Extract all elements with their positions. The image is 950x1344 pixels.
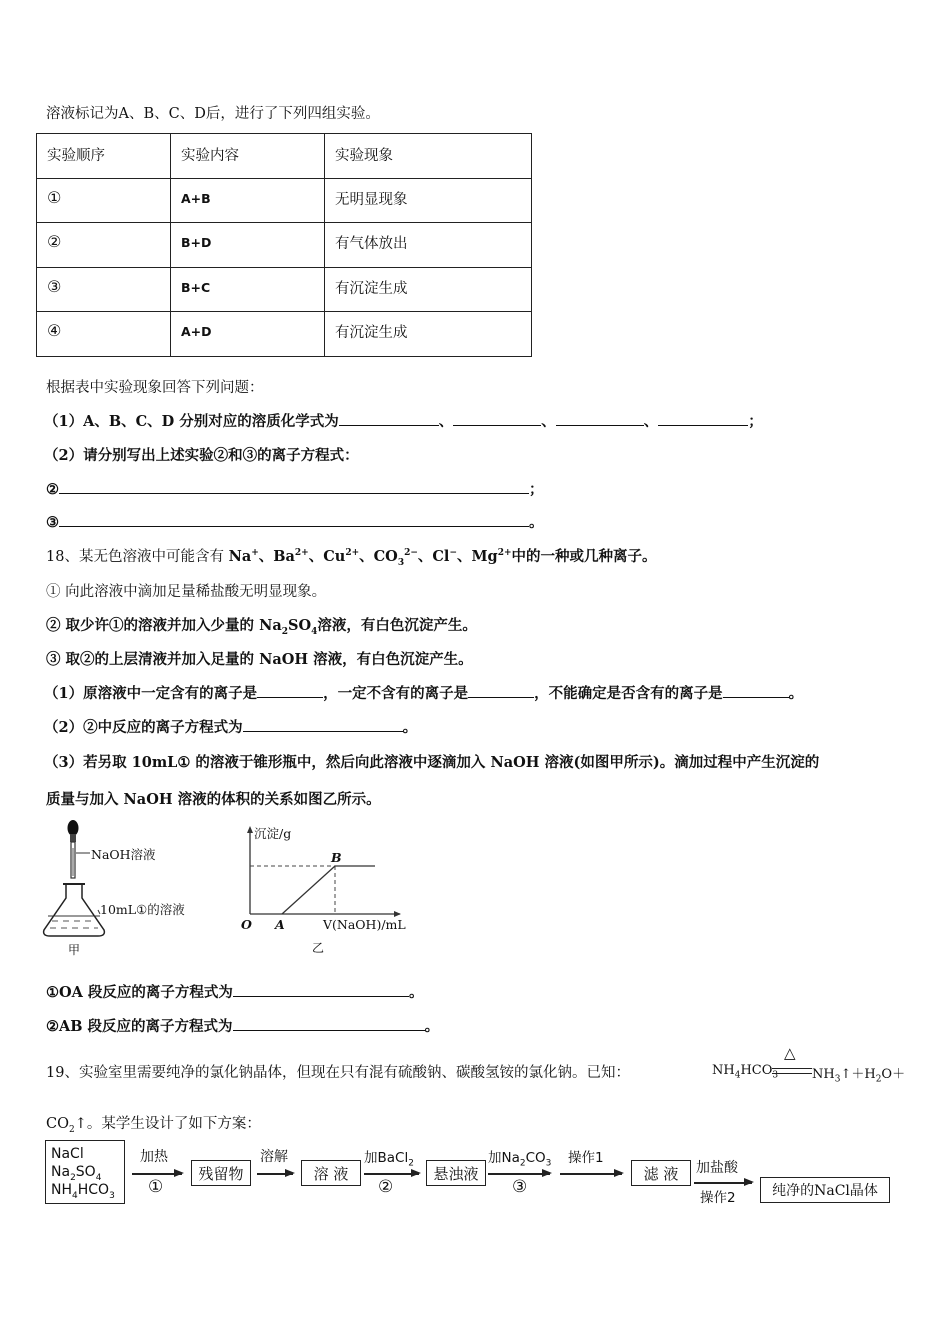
step3-na2co3-label: 加$Na_2CO_3$ — [488, 1150, 552, 1169]
cell-order: ② — [37, 223, 171, 268]
q18-sub2 — [44, 716, 417, 737]
q19-line2: $CO_2↑$。某学生设计了如下方案： — [46, 1116, 261, 1135]
step1-number: ① — [148, 1177, 164, 1197]
suspension-box: 悬浊液 — [426, 1160, 486, 1186]
cell-content: A+B — [171, 178, 325, 223]
heat-condition-icon: △ — [784, 1044, 796, 1062]
y-axis-label: 沉淀/g — [254, 826, 292, 841]
point-a-label: A — [275, 917, 285, 932]
header-content: 实验内容 — [171, 134, 325, 179]
step3-number: ③ — [512, 1177, 528, 1197]
cell-order: ① — [37, 178, 171, 223]
precipitate-graph — [235, 822, 415, 957]
answer-blank-eq3[interactable] — [59, 512, 529, 527]
q19-line1 — [46, 1061, 630, 1082]
q18-stem-pre: 18、某无色溶液中可能含有 — [46, 549, 229, 565]
step4-hcl-label: 加盐酸 — [696, 1160, 738, 1176]
period: 。 — [408, 984, 424, 1001]
cell-phenomenon: 有气体放出 — [325, 223, 532, 268]
eq-right: $NH_3↑+H_2O+$ — [812, 1067, 906, 1085]
x-axis-label: V(NaOH)/mL — [323, 917, 406, 932]
dissolve-label: 溶解 — [260, 1149, 288, 1165]
start-na2so4: $Na_2SO_4$ — [51, 1164, 102, 1183]
q18-sub1 — [44, 682, 803, 703]
origin-label: O — [241, 917, 252, 932]
header-order: 实验顺序 — [37, 134, 171, 179]
answer-blank-step2-eq[interactable] — [243, 717, 403, 732]
semicolon: ； — [529, 481, 544, 498]
arrow-step1 — [132, 1173, 182, 1175]
dropper-flask-icon — [38, 818, 208, 958]
flask-label: 10mL①的溶液 — [100, 902, 185, 917]
q19-line1-text: 19、实验室里需要纯净的氯化钠晶体，但现在只有混有硫酸钠、碳酸氢铵的氯化钠。已知： — [46, 1065, 630, 1081]
label-circle-2: ② — [46, 481, 59, 498]
q18-sub1-b: ，一定不含有的离子是 — [323, 685, 469, 702]
ab-label: ②AB 段反应的离子方程式为 — [46, 1018, 233, 1035]
step2-bacl2-label: 加BaCl$_2$ — [364, 1150, 414, 1169]
experiment-table — [36, 133, 532, 357]
cell-content: B+D — [171, 223, 325, 268]
q17-lead: 根据表中实验现象回答下列问题： — [46, 380, 264, 396]
filtrate-box: 滤 液 — [631, 1160, 691, 1186]
q18-step2 — [46, 614, 477, 635]
operation2-label: 操作2 — [700, 1190, 736, 1206]
answer-blank-uncertain-ions[interactable] — [723, 683, 789, 698]
q18-step2-post: 溶液，有白色沉淀产生。 — [317, 617, 477, 634]
start-mixture-box — [45, 1140, 125, 1204]
q18-sub1-c: ，不能确定是否含有的离子是 — [534, 685, 723, 702]
cell-order: ③ — [37, 267, 171, 312]
table-row — [37, 267, 532, 312]
equation-double-line — [772, 1068, 812, 1074]
arrow-step2 — [364, 1173, 419, 1175]
ion-mg: $Mg^{2+}$ — [471, 548, 512, 565]
dropper-label: NaOH溶液 — [91, 847, 156, 862]
q17-part1-text: （1）A、B、C、D 分别对应的溶质化学式为 — [44, 413, 339, 430]
eq-left: $NH_4HCO_3$ — [712, 1063, 779, 1081]
period: 。 — [402, 719, 418, 736]
q18-sub2-text: （2）②中反应的离子方程式为 — [44, 719, 243, 736]
q18-sub3-line2: 质量与加入 NaOH 溶液的体积的关系如图乙所示。 — [46, 791, 381, 808]
table-row — [37, 178, 532, 223]
q18-stem: 18、某无色溶液中可能含有 Na+、$Ba^{2+}$、$Cu^{2+}$、$CO_3^{2-}$、Cl−、$Mg^{2+}$中的一种或几种离子。 — [46, 548, 657, 568]
separator: 、 — [438, 413, 454, 430]
figure-jia — [38, 818, 208, 958]
oa-label: ①OA 段反应的离子方程式为 — [46, 984, 233, 1001]
arrow-op2 — [694, 1182, 752, 1184]
formula-na2so4: $Na_2SO_4$ — [259, 617, 318, 637]
answer-blank-c[interactable] — [556, 411, 644, 426]
period: 。 — [424, 1018, 440, 1035]
answer-blank-a[interactable] — [339, 411, 439, 426]
answer-blank-d[interactable] — [658, 411, 748, 426]
solution-box: 溶 液 — [301, 1160, 361, 1186]
header-phenomenon: 实验现象 — [325, 134, 532, 179]
separator: 、 — [541, 413, 556, 430]
answer-blank-oa[interactable] — [233, 982, 409, 997]
figure-caption-jia: 甲 — [68, 943, 81, 957]
label-circle-3: ③ — [46, 514, 59, 531]
arrow-op1 — [560, 1173, 622, 1175]
arrow-dissolve — [257, 1173, 293, 1175]
ion-co3: $CO_3^{2-}$ — [373, 548, 418, 568]
step2-number: ② — [378, 1177, 394, 1197]
period: 。 — [788, 685, 804, 702]
operation1-label: 操作1 — [568, 1150, 604, 1166]
cell-content: A+D — [171, 312, 325, 357]
start-nacl: NaCl — [51, 1146, 84, 1162]
ion-cl: Cl− — [432, 548, 457, 565]
q18-ab-line — [46, 1015, 439, 1036]
cell-order: ④ — [37, 312, 171, 357]
q18-oa-line — [46, 981, 423, 1002]
decomposition-equation — [712, 1044, 912, 1084]
q18-sub3-line1: （3）若另取 10mL① 的溶液于锥形瓶中，然后向此溶液中逐滴加入 NaOH 溶液(如图甲所示)。滴加过程中产生沉淀的 — [44, 754, 820, 771]
arrow-step3 — [488, 1173, 550, 1175]
q17-eq2-line — [46, 478, 544, 499]
figure-yi — [235, 822, 415, 957]
start-nh4hco3: $NH_4HCO_3$ — [51, 1182, 115, 1201]
q17-part1 — [44, 410, 763, 431]
ion-cu: $Cu^{2+}$ — [323, 548, 360, 565]
table-row — [37, 223, 532, 268]
answer-blank-present-ions[interactable] — [257, 683, 323, 698]
period: 。 — [529, 514, 544, 531]
cell-phenomenon: 有沉淀生成 — [325, 267, 532, 312]
point-b-label: B — [331, 850, 342, 865]
answer-blank-ab[interactable] — [233, 1016, 425, 1031]
q18-step3: ③ 取②的上层清液并加入足量的 NaOH 溶液，有白色沉淀产生。 — [46, 651, 473, 668]
table-header-row — [37, 134, 532, 179]
q17-part2: （2）请分别写出上述实验②和③的离子方程式： — [44, 447, 359, 464]
ion-na: Na+ — [228, 548, 259, 565]
answer-blank-absent-ions[interactable] — [468, 683, 534, 698]
residue-box: 残留物 — [191, 1160, 251, 1186]
q18-sub1-a: （1）原溶液中一定含有的离子是 — [44, 685, 258, 702]
semicolon: ； — [748, 413, 763, 430]
q17-eq3-line — [46, 511, 544, 532]
q18-step2-pre: ② 取少许①的溶液并加入少量的 — [46, 617, 260, 634]
cell-phenomenon: 无明显现象 — [325, 178, 532, 223]
answer-blank-b[interactable] — [453, 411, 541, 426]
intro-line: 溶液标记为A、B、C、D后，进行了下列四组实验。 — [46, 106, 380, 122]
step1-heat-label: 加热 — [140, 1149, 168, 1165]
q18-stem-post: 中的一种或几种离子。 — [511, 548, 657, 565]
ion-ba: $Ba^{2+}$ — [273, 548, 309, 565]
q18-step1: ① 向此溶液中滴加足量稀盐酸无明显现象。 — [46, 584, 327, 600]
answer-blank-eq2[interactable] — [59, 479, 529, 494]
figure-caption-yi: 乙 — [312, 941, 325, 955]
final-nacl-box: 纯净的NaCl晶体 — [760, 1177, 890, 1203]
cell-phenomenon: 有沉淀生成 — [325, 312, 532, 357]
separator: 、 — [643, 413, 659, 430]
table-row — [37, 312, 532, 357]
cell-content: B+C — [171, 267, 325, 312]
